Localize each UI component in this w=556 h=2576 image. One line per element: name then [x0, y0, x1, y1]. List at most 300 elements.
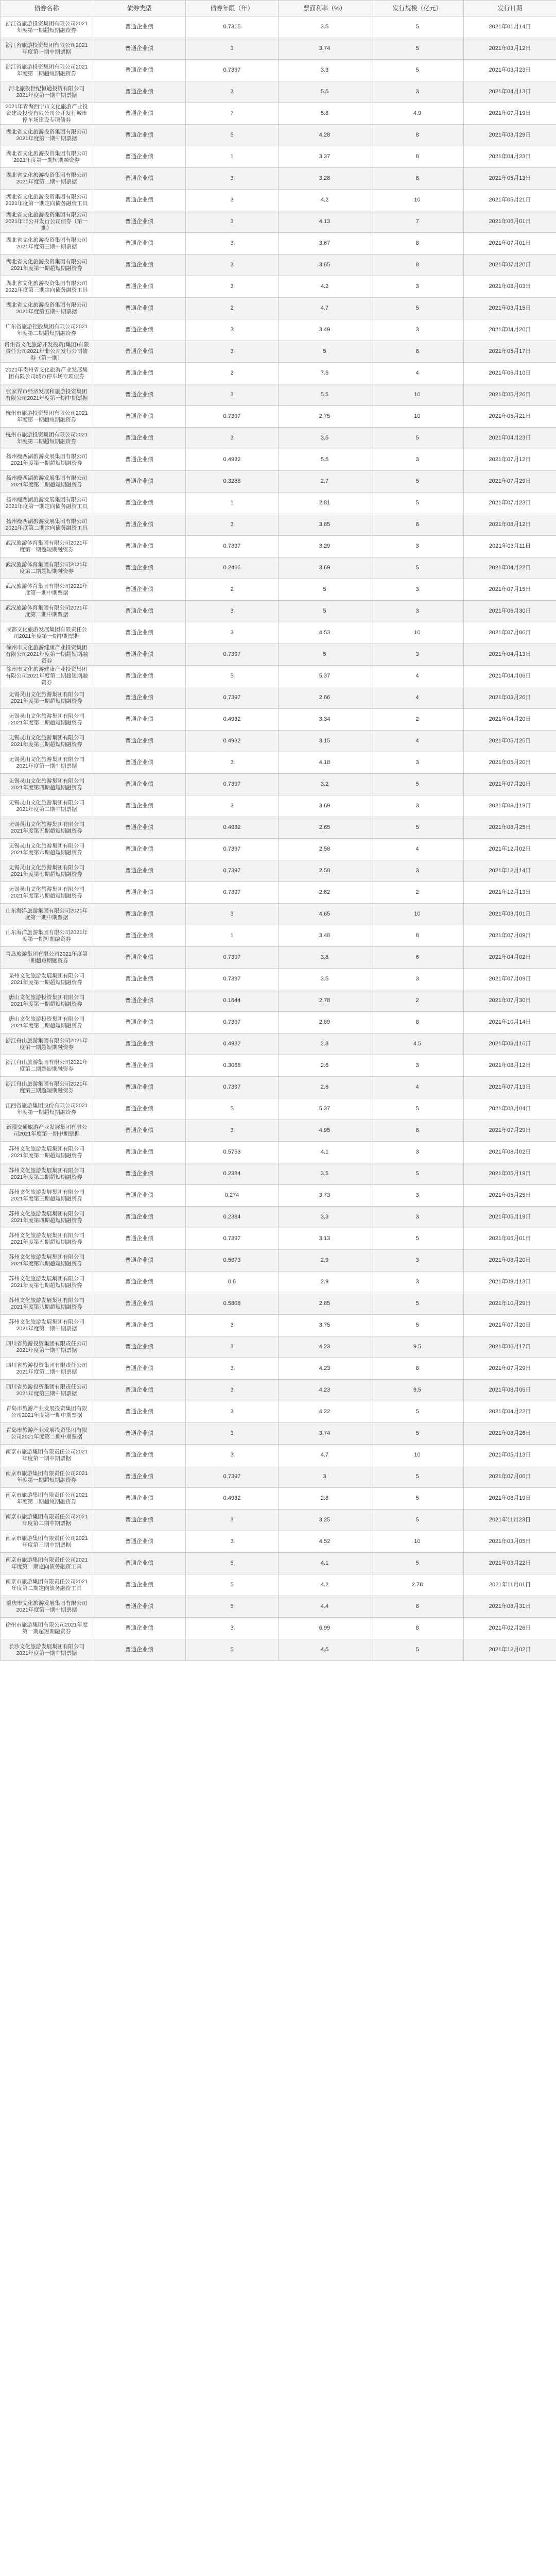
bond-type-cell: 普通企业债: [93, 190, 186, 211]
bond-name-cell: 苏州文化旅游发展集团有限公司2021年度第八期超短期融资券: [1, 1293, 93, 1315]
bond-name-cell: 唐山文化旅游投资集团有限公司2021年度第一期超短期融资券: [1, 990, 93, 1012]
issue-date-cell: 2021年07月20日: [464, 774, 556, 795]
bond-term-cell: 3: [186, 341, 279, 363]
issue-size-cell: 10: [371, 1445, 464, 1466]
coupon-rate-cell: 4.23: [279, 1336, 371, 1358]
coupon-rate-cell: 3.48: [279, 925, 371, 947]
bond-type-cell: 普通企业债: [93, 168, 186, 190]
table-row: [1, 1531, 556, 1553]
bond-name-cell: 杭州市旅游投资集团有限公司2021年度第一期超短期融资券: [1, 406, 93, 428]
table-row: [1, 774, 556, 795]
bond-term-cell: 7: [186, 103, 279, 125]
coupon-rate-cell: 3.74: [279, 38, 371, 60]
issue-size-cell: 8: [371, 1120, 464, 1142]
issue-size-cell: 3: [371, 319, 464, 341]
bond-type-cell: 普通企业债: [93, 579, 186, 601]
table-row: [1, 1510, 556, 1531]
issue-date-cell: 2021年09月13日: [464, 1272, 556, 1293]
bond-type-cell: 普通企业债: [93, 817, 186, 839]
issue-size-cell: 3: [371, 860, 464, 882]
issue-date-cell: 2021年07月09日: [464, 969, 556, 990]
bond-term-cell: 0.7397: [186, 969, 279, 990]
bond-name-cell: 新疆交通旅游产业发展集团有限公司2021年度第一期中期票据: [1, 1120, 93, 1142]
bond-name-cell: 无锡灵山文化旅游集团有限公司2021年度第七期超短期融资券: [1, 860, 93, 882]
coupon-rate-cell: 3.74: [279, 1423, 371, 1445]
bond-type-cell: 普通企业债: [93, 1553, 186, 1574]
issue-size-cell: 8: [371, 125, 464, 146]
table-row: [1, 255, 556, 276]
table-row: [1, 860, 556, 882]
table-row: [1, 1596, 556, 1618]
bond-type-cell: 普通企业债: [93, 449, 186, 471]
issue-size-cell: 3: [371, 449, 464, 471]
bond-type-cell: 普通企业债: [93, 969, 186, 990]
issue-size-cell: 8: [371, 1358, 464, 1380]
bond-name-cell: 徐州市文化旅游健康产业投资集团有限公司2021年度第一期超短期融资券: [1, 644, 93, 666]
table-row: [1, 536, 556, 557]
table-row: [1, 514, 556, 536]
issue-size-cell: 3: [371, 1207, 464, 1228]
issue-size-cell: 2.78: [371, 1574, 464, 1596]
issue-date-cell: 2021年06月01日: [464, 1228, 556, 1250]
coupon-rate-cell: 5: [279, 644, 371, 666]
issue-size-cell: 5: [371, 1163, 464, 1185]
issue-date-cell: 2021年08月19日: [464, 795, 556, 817]
bond-type-cell: 普通企业债: [93, 384, 186, 406]
bond-name-cell: 青岛市旅游产业发展投资集团有限公司2021年度第二期中期票据: [1, 1423, 93, 1445]
issue-size-cell: 8: [371, 925, 464, 947]
bond-name-cell: 苏州文化旅游发展集团有限公司2021年度第一期中期票据: [1, 1315, 93, 1336]
bond-name-cell: 长沙文化旅游发展集团有限公司2021年度第一期中期票据: [1, 1639, 93, 1661]
issue-date-cell: 2021年04月13日: [464, 644, 556, 666]
bond-name-cell: 苏州文化旅游发展集团有限公司2021年度第七期超短期融资券: [1, 1272, 93, 1293]
coupon-rate-cell: 4.13: [279, 211, 371, 233]
bond-term-cell: 1: [186, 493, 279, 514]
issue-date-cell: 2021年07月06日: [464, 1466, 556, 1488]
bond-term-cell: 0.7397: [186, 1077, 279, 1098]
coupon-rate-cell: 2.65: [279, 817, 371, 839]
bond-type-cell: 普通企业债: [93, 1293, 186, 1315]
table-row: [1, 1380, 556, 1401]
issue-size-cell: 8: [371, 146, 464, 168]
bond-term-cell: 3: [186, 255, 279, 276]
coupon-rate-cell: 4.2: [279, 1574, 371, 1596]
bond-type-cell: 普通企业债: [93, 341, 186, 363]
issue-date-cell: 2021年07月23日: [464, 493, 556, 514]
bond-term-cell: 3: [186, 1510, 279, 1531]
table-row: [1, 471, 556, 493]
coupon-rate-cell: 3.13: [279, 1228, 371, 1250]
bond-type-cell: 普通企业债: [93, 1033, 186, 1055]
issue-size-cell: 8: [371, 255, 464, 276]
issue-date-cell: 2021年03月26日: [464, 687, 556, 709]
issue-date-cell: 2021年03月01日: [464, 904, 556, 925]
bond-term-cell: 2: [186, 363, 279, 384]
table-row: [1, 601, 556, 622]
bond-term-cell: 0.7397: [186, 687, 279, 709]
table-row: [1, 1207, 556, 1228]
bond-type-cell: 普通企业债: [93, 16, 186, 38]
issue-size-cell: 10: [371, 406, 464, 428]
table-row: [1, 341, 556, 363]
table-row: [1, 1077, 556, 1098]
issue-size-cell: 5: [371, 1423, 464, 1445]
issue-date-cell: 2021年12月02日: [464, 1639, 556, 1661]
table-row: [1, 1466, 556, 1488]
table-row: [1, 990, 556, 1012]
table-row: [1, 666, 556, 687]
issue-date-cell: 2021年03月12日: [464, 38, 556, 60]
coupon-rate-cell: 2.78: [279, 990, 371, 1012]
issue-size-cell: 3: [371, 752, 464, 774]
bond-type-cell: 普通企业债: [93, 81, 186, 103]
issue-size-cell: 5: [371, 1639, 464, 1661]
coupon-rate-cell: 4.2: [279, 190, 371, 211]
table-row: [1, 60, 556, 81]
bond-name-cell: 苏州文化旅游发展集团有限公司2021年度第四期超短期融资券: [1, 1207, 93, 1228]
coupon-rate-cell: 3.3: [279, 60, 371, 81]
table-row: [1, 319, 556, 341]
bond-name-cell: 南京市旅游集团有限责任公司2021年度第二期超短期融资券: [1, 1488, 93, 1510]
table-row: [1, 882, 556, 904]
issue-date-cell: 2021年07月29日: [464, 1120, 556, 1142]
bond-term-cell: 3: [186, 752, 279, 774]
table-row: [1, 579, 556, 601]
issue-size-cell: 5: [371, 1401, 464, 1423]
bond-term-cell: 0.2466: [186, 557, 279, 579]
bond-type-cell: 普通企业债: [93, 1380, 186, 1401]
bond-term-cell: 3: [186, 1336, 279, 1358]
issue-date-cell: 2021年05月13日: [464, 1445, 556, 1466]
bond-name-cell: 青岛旅游集团有限公司2021年度第一期超短期融资券: [1, 947, 93, 969]
table-row: [1, 1445, 556, 1466]
table-row: [1, 146, 556, 168]
coupon-rate-cell: 3.25: [279, 1510, 371, 1531]
table-row: [1, 233, 556, 255]
bond-term-cell: 5: [186, 1098, 279, 1120]
bond-term-cell: 3: [186, 1358, 279, 1380]
bond-term-cell: 0.7397: [186, 1228, 279, 1250]
issue-size-cell: 5: [371, 1488, 464, 1510]
bond-term-cell: 0.3068: [186, 1055, 279, 1077]
bond-type-cell: 普通企业债: [93, 795, 186, 817]
coupon-rate-cell: 3.15: [279, 731, 371, 752]
bond-type-cell: 普通企业债: [93, 1336, 186, 1358]
bond-type-cell: 普通企业债: [93, 1055, 186, 1077]
coupon-rate-cell: 2.89: [279, 1012, 371, 1033]
issue-date-cell: 2021年05月25日: [464, 731, 556, 752]
bond-name-cell: 广东省旅游控股集团有限公司2021年度第二期超短期融资券: [1, 319, 93, 341]
coupon-rate-cell: 3.73: [279, 1185, 371, 1207]
bond-type-cell: 普通企业债: [93, 1098, 186, 1120]
bond-name-cell: 四川省旅游投资集团有限责任公司2021年度第三期中期票据: [1, 1380, 93, 1401]
table-row: [1, 947, 556, 969]
bond-name-cell: 无锡灵山文化旅游集团有限公司2021年度第一期中期票据: [1, 752, 93, 774]
coupon-rate-cell: 3.65: [279, 255, 371, 276]
issue-date-cell: 2021年07月06日: [464, 622, 556, 644]
bond-term-cell: 0.3288: [186, 471, 279, 493]
coupon-rate-cell: 5: [279, 579, 371, 601]
table-row: [1, 493, 556, 514]
coupon-rate-cell: 4.18: [279, 752, 371, 774]
bond-name-cell: 武汉旅游体育集团有限公司2021年度第一期超短期融资券: [1, 536, 93, 557]
coupon-rate-cell: 3.2: [279, 774, 371, 795]
bond-term-cell: 0.5753: [186, 1142, 279, 1163]
issue-date-cell: 2021年03月15日: [464, 298, 556, 319]
issue-size-cell: 3: [371, 644, 464, 666]
issue-date-cell: 2021年08月12日: [464, 1055, 556, 1077]
bond-name-cell: 无锡灵山文化旅游集团有限公司2021年度第四期超短期融资券: [1, 774, 93, 795]
coupon-rate-cell: 3.5: [279, 16, 371, 38]
bond-type-cell: 普通企业债: [93, 860, 186, 882]
table-row: [1, 1033, 556, 1055]
coupon-rate-cell: 5.5: [279, 384, 371, 406]
bond-type-cell: 普通企业债: [93, 363, 186, 384]
table-row: [1, 1055, 556, 1077]
bond-name-cell: 湖北省文化旅游投资集团有限公司2021年度第二期中期票据: [1, 168, 93, 190]
table-row: [1, 1315, 556, 1336]
bond-type-cell: 普通企业债: [93, 471, 186, 493]
bond-type-cell: 普通企业债: [93, 990, 186, 1012]
bond-term-cell: 3: [186, 81, 279, 103]
bond-name-cell: 四川省旅游投资集团有限责任公司2021年度第一期中期票据: [1, 1336, 93, 1358]
bond-term-cell: 5: [186, 1639, 279, 1661]
table-row: [1, 428, 556, 449]
bond-term-cell: 3: [186, 168, 279, 190]
issue-size-cell: 5: [371, 1228, 464, 1250]
issue-date-cell: 2021年07月15日: [464, 579, 556, 601]
issue-size-cell: 4: [371, 839, 464, 860]
bond-type-cell: 普通企业债: [93, 1120, 186, 1142]
coupon-rate-cell: 4.4: [279, 1596, 371, 1618]
bond-name-cell: 扬州瘦西湖旅游发展集团有限公司2021年度第一期定向债务融资工具: [1, 493, 93, 514]
coupon-rate-cell: 5.37: [279, 1098, 371, 1120]
issue-size-cell: 5: [371, 1315, 464, 1336]
table-row: [1, 125, 556, 146]
issue-size-cell: 5: [371, 60, 464, 81]
issue-size-cell: 3: [371, 1185, 464, 1207]
issue-size-cell: 3: [371, 969, 464, 990]
issue-date-cell: 2021年11月01日: [464, 1574, 556, 1596]
bond-name-cell: 湖北省文化旅游投资集团有限公司2021年度第一期短期融资券: [1, 146, 93, 168]
bond-type-cell: 普通企业债: [93, 1228, 186, 1250]
bond-term-cell: 0.4932: [186, 709, 279, 731]
issue-date-cell: 2021年03月16日: [464, 1033, 556, 1055]
bond-type-cell: 普通企业债: [93, 1142, 186, 1163]
issue-date-cell: 2021年10月29日: [464, 1293, 556, 1315]
issue-size-cell: 4.9: [371, 103, 464, 125]
issue-size-cell: 6: [371, 947, 464, 969]
bond-term-cell: 1: [186, 146, 279, 168]
coupon-rate-cell: 3.8: [279, 947, 371, 969]
table-row: [1, 1163, 556, 1185]
bond-name-cell: 2021年青海西宁市文化旅游产业投资建设投资有限公司公开发行城市停车场建设专项债券: [1, 103, 93, 125]
header-coupon-rate: 票面利率（%）: [279, 1, 371, 16]
issue-date-cell: 2021年03月29日: [464, 125, 556, 146]
coupon-rate-cell: 2.58: [279, 839, 371, 860]
bond-name-cell: 武汉旅游体育集团有限公司2021年度第二期超短期融资券: [1, 557, 93, 579]
table-row: [1, 1272, 556, 1293]
issue-size-cell: 10: [371, 622, 464, 644]
issue-date-cell: 2021年05月21日: [464, 406, 556, 428]
table-row: [1, 795, 556, 817]
coupon-rate-cell: 2.75: [279, 406, 371, 428]
table-row: [1, 1293, 556, 1315]
bond-term-cell: 3: [186, 211, 279, 233]
issue-size-cell: 4.5: [371, 1033, 464, 1055]
bond-name-cell: 武汉旅游体育集团有限公司2021年度第一期中期票据: [1, 579, 93, 601]
issue-date-cell: 2021年07月29日: [464, 1358, 556, 1380]
coupon-rate-cell: 5.5: [279, 449, 371, 471]
issue-size-cell: 4: [371, 363, 464, 384]
bond-term-cell: 5: [186, 666, 279, 687]
bond-term-cell: 0.2384: [186, 1163, 279, 1185]
issue-size-cell: 3: [371, 601, 464, 622]
issue-size-cell: 5: [371, 1098, 464, 1120]
coupon-rate-cell: 2.81: [279, 493, 371, 514]
table-row: [1, 363, 556, 384]
coupon-rate-cell: 3: [279, 1466, 371, 1488]
coupon-rate-cell: 7.5: [279, 363, 371, 384]
issue-date-cell: 2021年08月19日: [464, 1488, 556, 1510]
coupon-rate-cell: 2.85: [279, 1293, 371, 1315]
coupon-rate-cell: 2.8: [279, 1488, 371, 1510]
issue-date-cell: 2021年05月25日: [464, 1185, 556, 1207]
bond-name-cell: 无锡灵山文化旅游集团有限公司2021年度第二期超短期融资券: [1, 709, 93, 731]
bond-type-cell: 普通企业债: [93, 774, 186, 795]
table-row: [1, 1553, 556, 1574]
bond-term-cell: 3: [186, 1531, 279, 1553]
coupon-rate-cell: 2.9: [279, 1250, 371, 1272]
coupon-rate-cell: 2.6: [279, 1077, 371, 1098]
bond-term-cell: 3: [186, 1120, 279, 1142]
bond-term-cell: 3: [186, 384, 279, 406]
bond-name-cell: 浙江省旅游投资集团有限公司2021年度第一期超短期融资券: [1, 16, 93, 38]
coupon-rate-cell: 3.5: [279, 1163, 371, 1185]
issue-size-cell: 3: [371, 1055, 464, 1077]
table-row: [1, 731, 556, 752]
bond-term-cell: 0.4932: [186, 449, 279, 471]
table-row: [1, 298, 556, 319]
issue-size-cell: 8: [371, 341, 464, 363]
bond-name-cell: 山东海洋旅游集团有限公司2021年度第一期中期票据: [1, 904, 93, 925]
bond-term-cell: 0.5973: [186, 1250, 279, 1272]
bond-type-cell: 普通企业债: [93, 1531, 186, 1553]
bond-type-cell: 普通企业债: [93, 406, 186, 428]
issue-date-cell: 2021年07月20日: [464, 255, 556, 276]
bond-term-cell: 3: [186, 233, 279, 255]
issue-date-cell: 2021年05月17日: [464, 341, 556, 363]
bond-type-cell: 普通企业债: [93, 1423, 186, 1445]
bond-term-cell: 3: [186, 1618, 279, 1639]
coupon-rate-cell: 4.23: [279, 1380, 371, 1401]
coupon-rate-cell: 4.1: [279, 1553, 371, 1574]
table-row: [1, 190, 556, 211]
bond-name-cell: 河北旅投世纪恒通投资有限公司2021年度第一期中期票据: [1, 81, 93, 103]
issue-size-cell: 5: [371, 1293, 464, 1315]
coupon-rate-cell: 4.65: [279, 904, 371, 925]
bond-term-cell: 0.1644: [186, 990, 279, 1012]
bond-type-cell: 普通企业债: [93, 514, 186, 536]
bond-term-cell: 2: [186, 298, 279, 319]
issue-date-cell: 2021年07月29日: [464, 471, 556, 493]
bond-name-cell: 杭州市旅游投资集团有限公司2021年度第二期超短期融资券: [1, 428, 93, 449]
bond-name-cell: 浙江舟山旅游集团有限公司2021年度第二期超短期融资券: [1, 1055, 93, 1077]
table-row: [1, 1358, 556, 1380]
bond-term-cell: 0.7397: [186, 774, 279, 795]
issue-size-cell: 4: [371, 731, 464, 752]
coupon-rate-cell: 3.67: [279, 233, 371, 255]
issue-date-cell: 2021年04月22日: [464, 557, 556, 579]
issue-date-cell: 2021年10月14日: [464, 1012, 556, 1033]
bond-type-cell: 普通企业债: [93, 947, 186, 969]
coupon-rate-cell: 5.37: [279, 666, 371, 687]
table-row: [1, 81, 556, 103]
issue-size-cell: 8: [371, 1618, 464, 1639]
table-row: [1, 622, 556, 644]
issue-size-cell: 7: [371, 211, 464, 233]
issue-date-cell: 2021年03月23日: [464, 60, 556, 81]
issue-date-cell: 2021年12月02日: [464, 839, 556, 860]
table-row: [1, 1639, 556, 1661]
bond-type-cell: 普通企业债: [93, 319, 186, 341]
coupon-rate-cell: 3.34: [279, 709, 371, 731]
bond-type-cell: 普通企业债: [93, 1077, 186, 1098]
bond-term-cell: 3: [186, 1401, 279, 1423]
issue-date-cell: 2021年06月30日: [464, 601, 556, 622]
bond-term-cell: 3: [186, 601, 279, 622]
issue-size-cell: 5: [371, 774, 464, 795]
issue-date-cell: 2021年03月05日: [464, 1531, 556, 1553]
coupon-rate-cell: 4.5: [279, 1639, 371, 1661]
table-row: [1, 925, 556, 947]
issue-date-cell: 2021年04月23日: [464, 146, 556, 168]
coupon-rate-cell: 3.75: [279, 1315, 371, 1336]
table-row: [1, 1423, 556, 1445]
coupon-rate-cell: 4.23: [279, 1358, 371, 1380]
bond-term-cell: 0.7397: [186, 860, 279, 882]
issue-date-cell: 2021年03月22日: [464, 1553, 556, 1574]
issue-size-cell: 8: [371, 168, 464, 190]
bond-term-cell: 3: [186, 1445, 279, 1466]
table-row: [1, 168, 556, 190]
bond-name-cell: 扬州瘦西湖旅游发展集团有限公司2021年度第二期定向债务融资工具: [1, 514, 93, 536]
bond-term-cell: 0.7397: [186, 60, 279, 81]
header-bond-type: 债券类型: [93, 1, 186, 16]
issue-size-cell: 4: [371, 687, 464, 709]
table-row: [1, 839, 556, 860]
bond-term-cell: 0.5808: [186, 1293, 279, 1315]
bond-type-cell: 普通企业债: [93, 255, 186, 276]
coupon-rate-cell: 3.85: [279, 514, 371, 536]
issue-size-cell: 4: [371, 666, 464, 687]
table-row: [1, 969, 556, 990]
bond-term-cell: 3: [186, 38, 279, 60]
coupon-rate-cell: 3.3: [279, 1207, 371, 1228]
coupon-rate-cell: 3.49: [279, 319, 371, 341]
bond-name-cell: 徐州市文化旅游健康产业投资集团有限公司2021年度第二期超短期融资券: [1, 666, 93, 687]
bond-type-cell: 普通企业债: [93, 298, 186, 319]
bond-name-cell: 南京市旅游集团有限责任公司2021年度第三期中期票据: [1, 1531, 93, 1553]
coupon-rate-cell: 3.69: [279, 557, 371, 579]
table-row: [1, 211, 556, 233]
bond-name-cell: 苏州文化旅游发展集团有限公司2021年度第五期超短期融资券: [1, 1228, 93, 1250]
coupon-rate-cell: 2.86: [279, 687, 371, 709]
issue-size-cell: 5: [371, 38, 464, 60]
table-header-row: [1, 1, 556, 16]
issue-size-cell: 10: [371, 1531, 464, 1553]
issue-size-cell: 5: [371, 1553, 464, 1574]
